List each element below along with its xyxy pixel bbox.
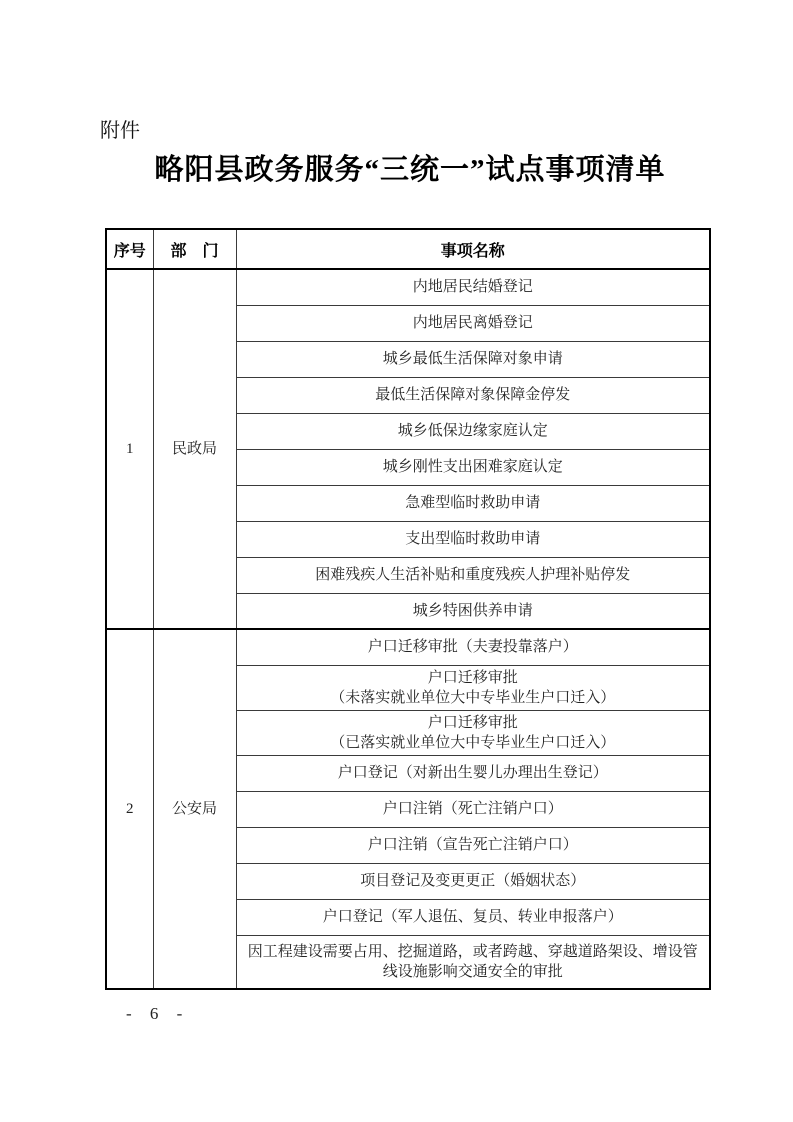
item-name-cell: 户口迁移审批（夫妻投靠落户）	[236, 629, 710, 665]
item-name-cell: 户口注销（宣告死亡注销户口）	[236, 827, 710, 863]
items-table-body	[106, 269, 710, 989]
item-name-cell: 户口注销（死亡注销户口）	[236, 791, 710, 827]
item-name-cell: 最低生活保障对象保障金停发	[236, 377, 710, 413]
item-name-cell: 户口迁移审批 （未落实就业单位大中专毕业生户口迁入）	[236, 665, 710, 710]
item-name-cell: 内地居民离婚登记	[236, 305, 710, 341]
item-name-cell: 困难残疾人生活补贴和重度残疾人护理补贴停发	[236, 557, 710, 593]
group-department-cell: 民政局	[153, 269, 236, 629]
table-row	[106, 269, 710, 305]
page-number: - 6 -	[126, 1004, 190, 1023]
page-title: 略阳县政务服务“三统一”试点事项清单	[154, 154, 666, 186]
group-index-cell: 2	[106, 629, 153, 989]
item-name-cell: 内地居民结婚登记	[236, 269, 710, 305]
attachment-label: 附件	[100, 120, 140, 142]
header-cell-index: 序号	[106, 229, 153, 269]
header-cell-item-name: 事项名称	[236, 229, 710, 269]
item-name-cell: 城乡最低生活保障对象申请	[236, 341, 710, 377]
item-name-cell: 城乡刚性支出困难家庭认定	[236, 449, 710, 485]
item-name-cell: 支出型临时救助申请	[236, 521, 710, 557]
item-name-cell: 户口登记（对新出生婴儿办理出生登记）	[236, 755, 710, 791]
item-name-cell: 因工程建设需要占用、挖掘道路，或者跨越、穿越道路架设、增设管线设施影响交通安全的审批	[236, 935, 710, 989]
header-cell-department: 部 门	[153, 229, 236, 269]
item-name-cell: 急难型临时救助申请	[236, 485, 710, 521]
item-name-cell: 项目登记及变更更正（婚姻状态）	[236, 863, 710, 899]
item-name-cell: 户口迁移审批 （已落实就业单位大中专毕业生户口迁入）	[236, 710, 710, 755]
group-index-cell: 1	[106, 269, 153, 629]
item-name-cell: 城乡特困供养申请	[236, 593, 710, 629]
table-header-row	[106, 229, 710, 269]
item-name-cell: 城乡低保边缘家庭认定	[236, 413, 710, 449]
item-name-cell: 户口登记（军人退伍、复员、转业申报落户）	[236, 899, 710, 935]
group-department-cell: 公安局	[153, 629, 236, 989]
table-row	[106, 629, 710, 665]
items-table	[105, 228, 711, 990]
